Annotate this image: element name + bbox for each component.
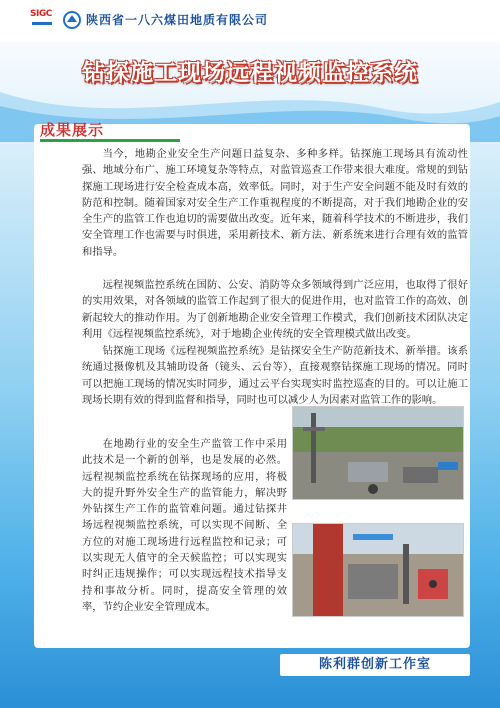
- section-underline: [40, 139, 180, 142]
- studio-name: 陈利群创新工作室: [318, 657, 431, 672]
- sigc-logo-icon: [30, 9, 54, 31]
- company-name: 陕西省一八六煤田地质有限公司: [86, 13, 269, 27]
- logo-text: SIGC: [30, 9, 52, 19]
- page-title: 钻探施工现场远程视频监控系统: [82, 60, 418, 86]
- header-bar: [0, 0, 500, 42]
- paragraph-1: 当今，地勘企业安全生产问题日益复杂、多种多样。钻探施工现场具有流动性强、地域分布广、施工环境复杂等特点，对监管巡查工作带来很大难度。常规的到钻探施工现场进行安全检查成本高，效率低。同时，对于生产安全问题不能及时有效的防范和控制。随着国家对安全生产工作重视程度的不断提高，对于我们地勘企业的安全生产的监管工作也迫切的需要做出改变。近年来，随着科学技术的不断进步，我们安全管理工作也需要与时俱进，采用新技术、新方法、新系统来进行合理有效的监管和指导。: [82, 148, 468, 258]
- paragraph-3: 钻探施工现场《远程视频监控系统》是钻探安全生产防范新技术、新举措。该系统通过摄像机及其辅助设备（镜头、云台等），直接观察钻探施工现场的情况。同时可以把施工现场的情况实时同步，通过云平台实现实时监控巡查的目的。可以让施工现场长期有效的得到监督和指导，同时也可以减少人为因素对监管工作的影响。: [82, 345, 468, 406]
- drilling-site-photo-2: [292, 523, 464, 617]
- studio-label: [280, 654, 470, 676]
- section-title: 成果展示: [40, 121, 105, 139]
- company-logo-icon: [62, 10, 82, 30]
- paragraph-4: 在地勘行业的安全生产监管工作中采用此技术是一个新的创举，也是发展的必然。远程视频监控系统在钻探现场的应用，将极大的提升野外安全生产的监管能力，解决野外钻探生产工作的监管难问题。通过钻探井场远程视频监控系统，可以实现不间断、全方位的对施工现场进行远程监控和记录；可以实现无人值守的全天候监控；可以实现实时纠正违规操作；可以实现远程技术指导支持和事故分析。同时，提高安全管理的效率，节约企业安全管理成本。: [82, 438, 287, 613]
- drilling-site-photo-1: [292, 406, 464, 500]
- paragraph-2: 远程视频监控系统在国防、公安、消防等众多领域得到广泛应用，也取得了很好的实用效果，对各领域的监管工作起到了很大的促进作用，也对监管工作的高效、创新起较大的推动作用。为了创新地勘企业安全管理工作模式，我们创新技术团队决定利用《远程视频监控系统》，对于地勘企业传统的安全管理模式做出改变。: [82, 279, 468, 340]
